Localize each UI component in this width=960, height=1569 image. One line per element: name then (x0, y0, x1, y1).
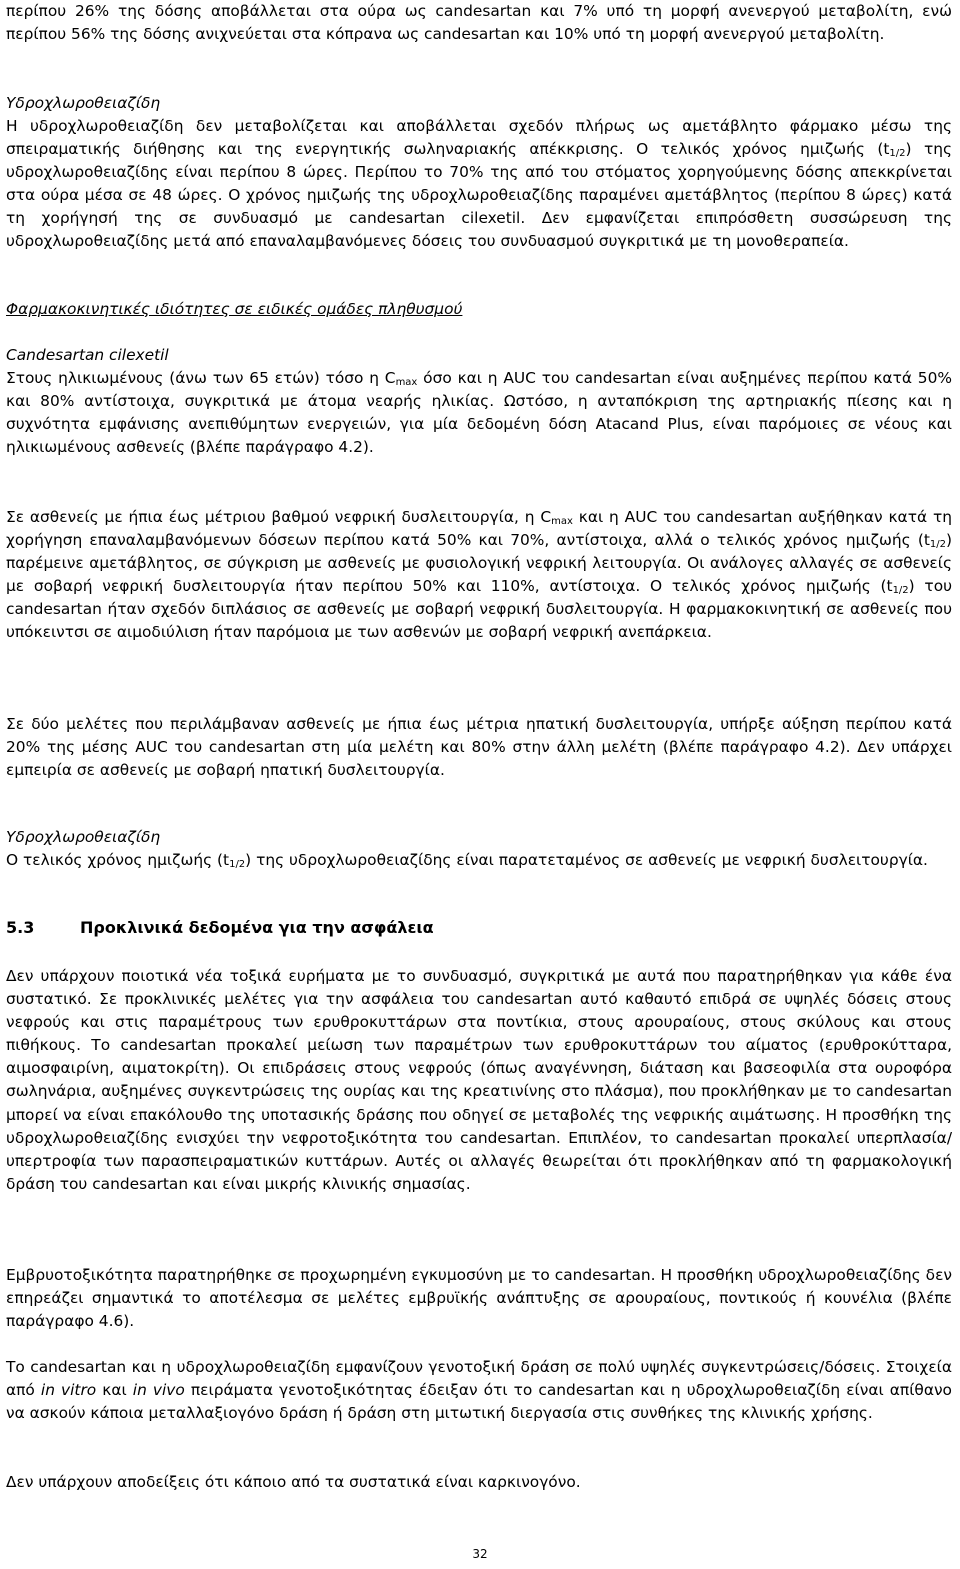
hepatic-impairment-paragraph: Σε δύο μελέτες που περιλάμβαναν ασθενείς με ήπια έως μέτρια ηπατική δυσλειτουργία, υπήρξε αύξηση περίπου κατά 20% της μέσης AUC του candesartan στη μία μελέτη και 80% στην άλλη μελέτη (βλέπε παράγραφο 4.2). Δεν υπάρχει εμπειρία σε ασθενείς με σοβαρή ηπατική δυσλειτουργία. (6, 715, 952, 780)
intro-paragraph: περίπου 26% της δόσης αποβάλλεται στα ούρα ως candesartan και 7% υπό τη μορφή ανενεργού μεταβολίτη, ενώ περίπου 56% της δόσης ανιχνεύεται στα κόπρανα ως candesartan και 10% υπό τη μορφή ανενεργού μεταβολίτη. (6, 2, 952, 44)
candesartan-heading: Candesartan cilexetil (6, 346, 169, 364)
hydrochlorothiazide-heading-2: Υδροχλωροθειαζίδη (6, 828, 161, 846)
elderly-paragraph: Στους ηλικιωμένους (άνω των 65 ετών) τόσο η $C_{max}$ όσο και η AUC του candesartan είναι αυξημένες περίπου κατά 50% και 80% αντίστοιχα, συγκριτικά με άτομα νεαρής ηλικίας. Ωστόσο, η ανταπόκριση της αρτηριακής πίεσης και η συχνότητα εμφάνισης ανεπιθύμητων ενεργειών, για μία δεδομένη δόση Atacand Plus, είναι παρόμοιες σε νέους και ηλικιωμένους ασθενείς (βλέπε παράγραφο 4.2). (6, 369, 952, 457)
hydrochlorothiazide-renal-paragraph: Ο τελικός χρόνος ημιζωής $(t_{1/2})$ της υδροχλωροθειαζίδης είναι παρατεταμένος σε ασθενείς με νεφρική δυσλειτουργία. (6, 851, 928, 870)
hydrochlorothiazide-heading: Υδροχλωροθειαζίδη (6, 94, 161, 112)
section-title: Προκλινικά δεδομένα για την ασφάλεια (80, 918, 434, 937)
preclinical-paragraph-1: Δεν υπάρχουν ποιοτικά νέα τοξικά ευρήματα με το συνδυασμό, συγκριτικά με αυτά που παρατηρήθηκαν για κάθε ένα συστατικό. Σε προκλινικές μελέτες για την ασφάλεια του candesartan αυτό καθαυτό επιδρά σε υψηλές δόσεις στους νεφρούς και στις παραμέτρους των ερυθροκυττάρων στα ποντίκια, στους αρουραίους, στους σκύλους και στους πιθήκους. Το candesartan προκαλεί μείωση των παραμέτρων των ερυθροκυττάρων του αίματος (ερυθροκύτταρα, αιμοσφαιρίνη, αιματοκρίτη). Οι επιδράσεις στους νεφρούς (όπως αναγέννηση, διάταση και βασεοφιλία στα ουροφόρα σωληνάρια, αυξημένες συγκεντρώσεις της ουρίας και της κρεατινίνης στο πλάσμα), που προκλήθηκαν με το candesartan μπορεί να είναι επακόλουθο της υποτασικής δράσης που οδηγεί σε μεταβολές της νεφρικής αιμάτωσης. Η προσθήκη της υδροχλωροθειαζίδης ενισχύει την νεφροτοξικότητα του candesartan. Επιπλέον, το candesartan προκαλεί υπερπλασία/υπερτροφία των παρασπειραματικών κυττάρων. Αυτές οι αλλαγές θεωρείται ότι προκλήθηκαν από τη φαρμακολογική δράση του candesartan και είναι μικρής κλινικής σημασίας. (6, 967, 952, 1193)
genotoxicity-paragraph: Το candesartan και η υδροχλωροθειαζίδη εμφανίζουν γενοτοξική δράση σε πολύ υψηλές συγκεντρώσεις/δόσεις. Στοιχεία από in vitro και in vivo πειράματα γενοτοξικότητας έδειξαν ότι το candesartan και η υδροχλωροθειαζίδη είναι απίθανο να ασκούν κάποια μεταλλαξιογόνο δράση ή δράση στη μιτωτική διεργασία στις συνθήκες της κλινικής χρήσης. (6, 1358, 952, 1423)
section-5-3-heading (6, 916, 434, 940)
preclinical-paragraph-2: Εμβρυοτοξικότητα παρατηρήθηκε σε προχωρημένη εγκυμοσύνη με το candesartan. Η προσθήκη υδροχλωροθειαζίδης δεν επηρεάζει σημαντικά το αποτέλεσμα σε μελέτες εμβρυϊκής ανάπτυξης σε αρουραίους, ποντικούς ή κουνέλια (βλέπε παράγραφο 4.6). (6, 1266, 952, 1331)
hydrochlorothiazide-paragraph: Η υδροχλωροθειαζίδη δεν μεταβολίζεται και αποβάλλεται σχεδόν πλήρως ως αμετάβλητο φάρμακο μέσω της σπειραματικής διήθησης και της ενεργητικής σωληναριακής απέκκρισης. Ο τελικός χρόνος ημιζωής $(t_{1/2})$ της υδροχλωροθειαζίδης είναι περίπου 8 ώρες. Περίπου το 70% της από του στόματος χορηγούμενης δόσης απεκκρίνεται στα ούρα μέσα σε 48 ώρες. Ο χρόνος ημιζωής της υδροχλωροθειαζίδης παραμένει αμετάβλητος (περίπου 8 ώρες) κατά τη χορήγησή της σε συνδυασμό με candesartan cilexetil. Δεν εμφανίζεται επιπρόσθετη συσσώρευση της υδροχλωροθειαζίδης μετά από επαναλαμβανόμενες δόσεις του συνδυασμού συγκριτικά με τη μονοθεραπεία. (6, 117, 953, 251)
section-number: 5.3 (6, 918, 35, 937)
carcinogenicity-paragraph: Δεν υπάρχουν αποδείξεις ότι κάποιο από τα συστατικά είναι καρκινογόνο. (6, 1473, 581, 1491)
renal-impairment-paragraph: Σε ασθενείς με ήπια έως μέτριου βαθμού νεφρική δυσλειτουργία, η $C_{max}$ και η AUC του candesartan αυξήθηκαν κατά τη χορήγηση επαναλαμβανόμενων δόσεων περίπου κατά 50% και 70%, αντίστοιχα, αλλά ο τελικός χρόνος ημιζωής $(t_{1/2})$ παρέμεινε αμετάβλητος, σε σύγκριση με ασθενείς με φυσιολογική νεφρική λειτουργία. Οι ανάλογες αλλαγές σε ασθενείς με σοβαρή νεφρική δυσλειτουργία ήταν περίπου 50% και 110%, αντίστοιχα. Ο τελικός χρόνος ημιζωής $(t_{1/2})$ του candesartan ήταν σχεδόν διπλάσιος σε ασθενείς με σοβαρή νεφρική δυσλειτουργία. Η φαρμακοκινητική σε ασθενείς που υπόκειντσι σε αιμοδιύλιση ήταν παρόμοια με των ασθενών με σοβαρή νεφρική ανεπάρκεια. (6, 508, 953, 642)
page-number: 32 (472, 1547, 488, 1561)
special-populations-title: Φαρμακοκινητικές ιδιότητες σε ειδικές ομάδες πληθυσμού (6, 300, 463, 318)
